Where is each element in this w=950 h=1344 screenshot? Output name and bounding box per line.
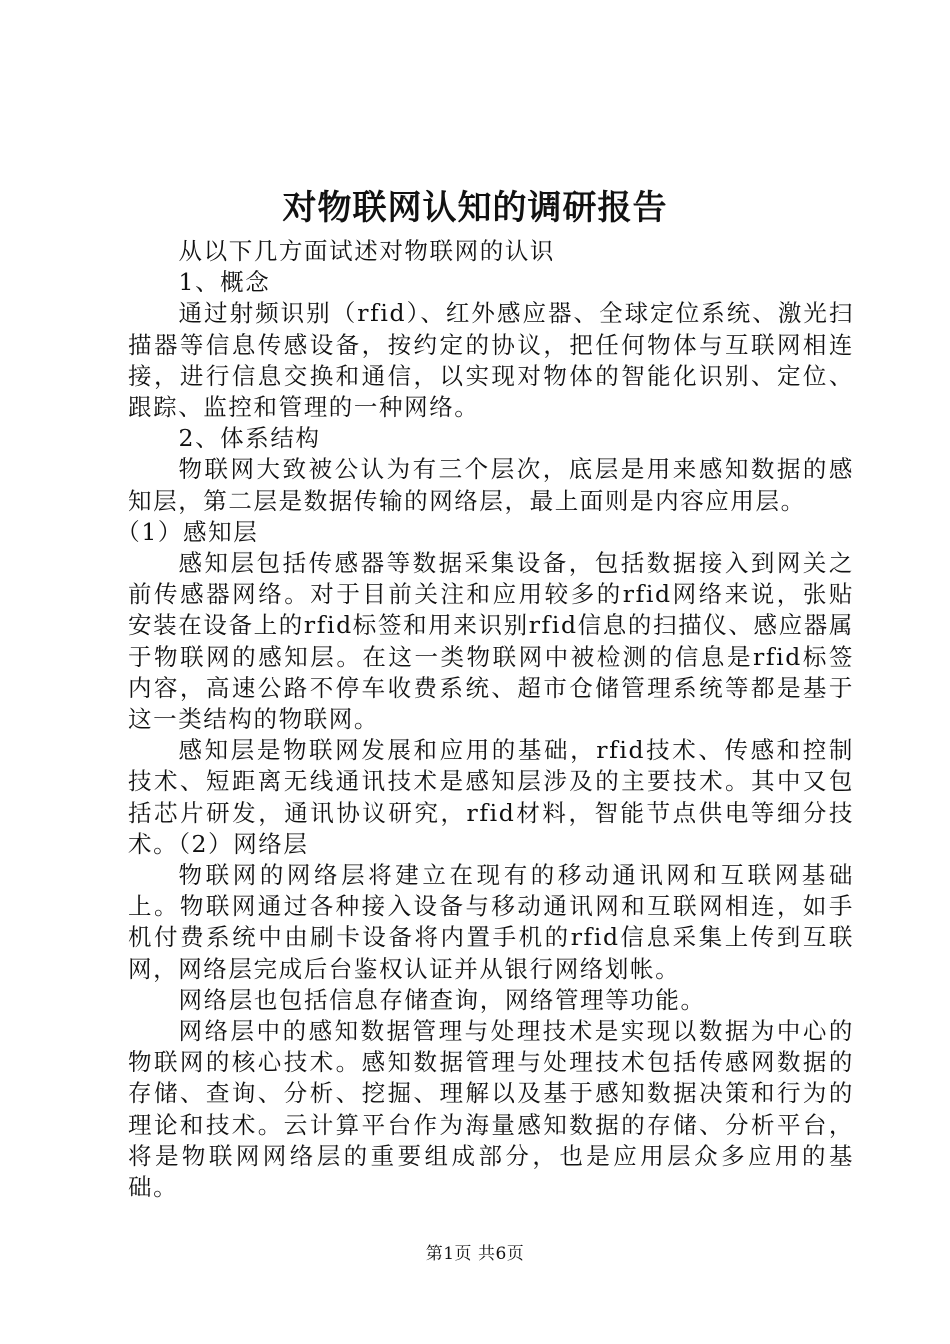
page-footer: 第1页 共6页	[425, 1244, 525, 1264]
concept-paragraph: 通过射频识别（rfid）、红外感应器、全球定位系统、激光扫描器等信息传感设备，按约定的协议，把任何物体与互联网相连接，进行信息交换和通信，以实现对物体的智能化识别、定位、跟踪、监控和管理的一种网络。	[128, 299, 854, 422]
perception-layer-paragraph: 感知层包括传感器等数据采集设备，包括数据接入到网关之前传感器网络。对于目前关注和应用较多的rfid网络来说，张贴安装在设备上的rfid标签和用来识别rfid信息的扫描仪、感应器属于物联网的感知层。在这一类物联网中被检测的信息是rfid标签内容，高速公路不停车收费系统、超市仓储管理系统等都是基于这一类结构的物联网。	[128, 549, 854, 734]
document-title: 对物联网认知的调研报告	[282, 188, 668, 228]
section-heading-concept: 1、概念	[178, 268, 271, 297]
network-layer-functions-paragraph: 网络层也包括信息存储查询，网络管理等功能。	[178, 985, 706, 1014]
perception-layer-basis-paragraph: 感知层是物联网发展和应用的基础，rfid技术、传感和控制技术、短距离无线通讯技术是感知层涉及的主要技术。其中又包括芯片研发，通讯协议研究，rfid材料，智能节点供电等细分技术。（2）网络层	[128, 736, 854, 858]
subsection-heading-perception-layer: （1）感知层	[116, 517, 259, 546]
section-heading-architecture: 2、体系结构	[178, 424, 321, 453]
network-layer-paragraph: 物联网的网络层将建立在现有的移动通讯网和互联网基础上。物联网通过各种接入设备与移动通讯网和互联网相连，如手机付费系统中由刷卡设备将内置手机的rfid信息采集上传到互联网，网络层完成后台鉴权认证并从银行网络划帐。	[128, 861, 854, 983]
data-management-paragraph: 网络层中的感知数据管理与处理技术是实现以数据为中心的物联网的核心技术。感知数据管理与处理技术包括传感网数据的存储、查询、分析、挖掘、理解以及基于感知数据决策和行为的理论和技术。云计算平台作为海量感知数据的存储、分析平台，将是物联网网络层的重要组成部分，也是应用层众多应用的基础。	[128, 1017, 854, 1202]
document-body	[116, 236, 854, 1203]
intro-paragraph: 从以下几方面试述对物联网的认识	[178, 237, 556, 265]
architecture-paragraph: 物联网大致被公认为有三个层次，底层是用来感知数据的感知层，第二层是数据传输的网络层，最上面则是内容应用层。	[128, 455, 854, 515]
